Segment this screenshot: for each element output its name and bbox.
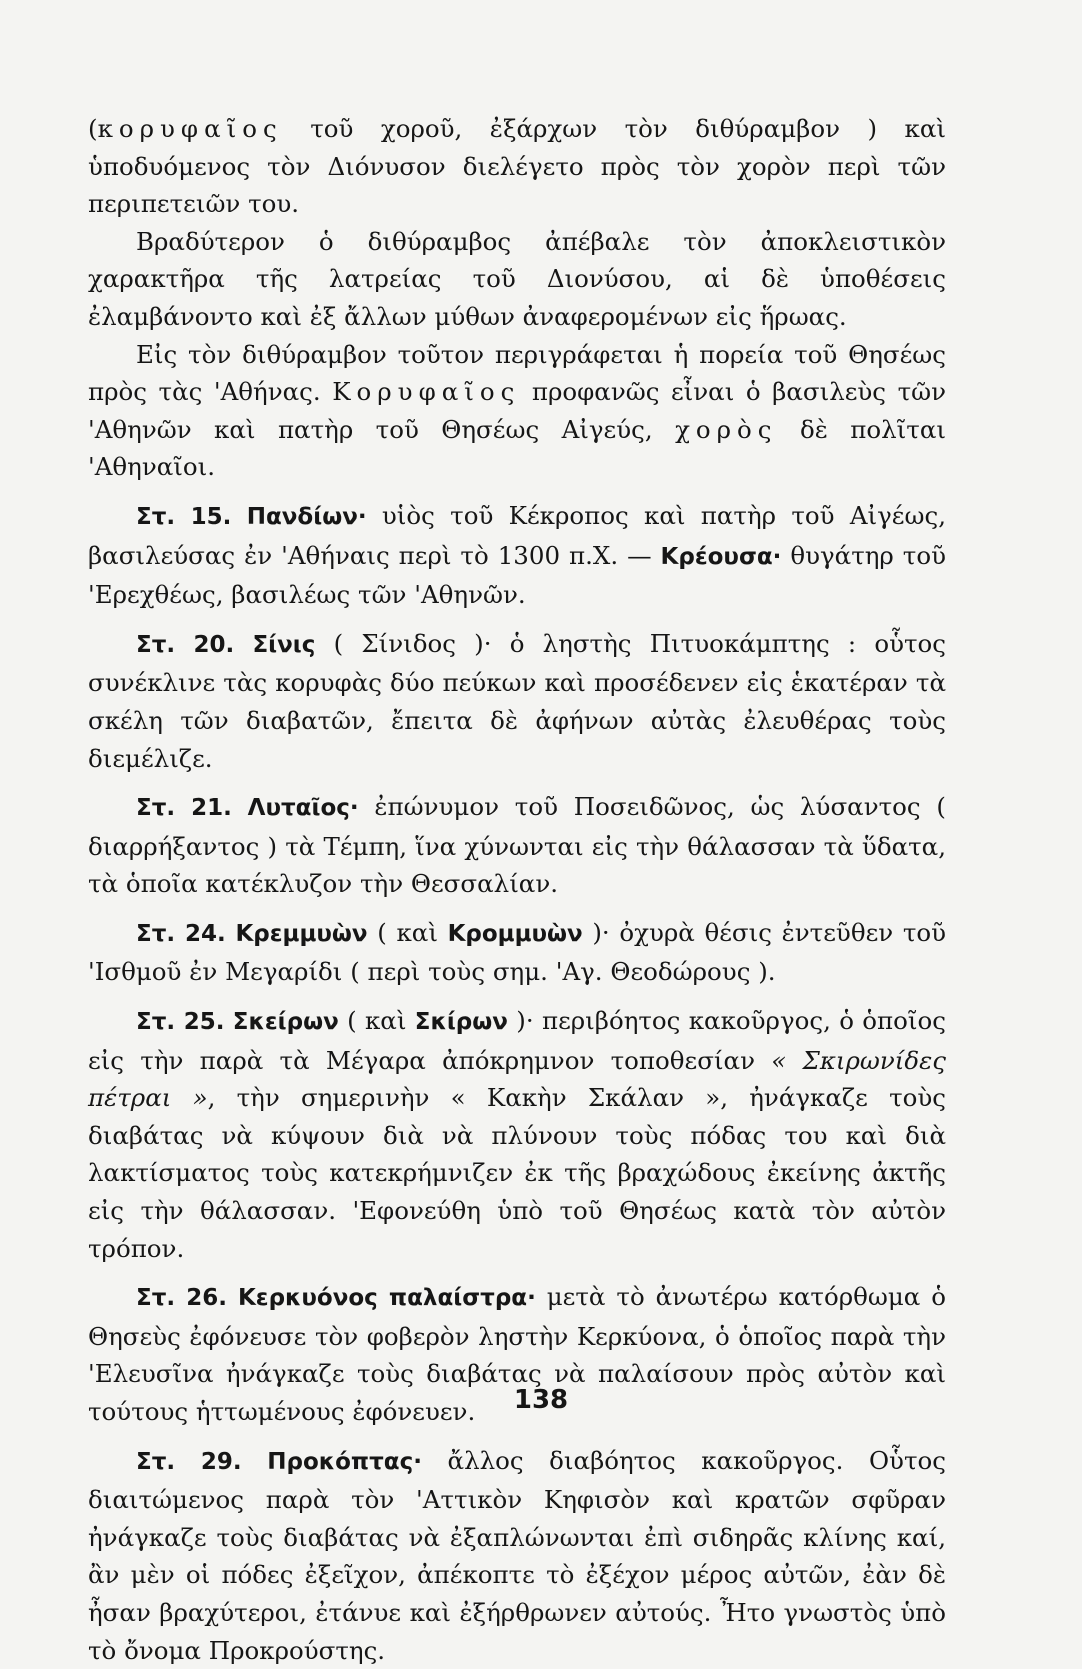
note-entry [88,1442,946,1669]
verse-ref: Στ. 29. [136,1448,242,1475]
text-run: Εἰς τὸν διθύραμβον τοῦτον περιγράφεται ἡ πορεία τοῦ Θησέως πρὸς τὰς 'Αθήνας. [88,339,946,407]
verse-ref: Στ. 15. [136,503,232,530]
verse-ref: Στ. 26. [136,1285,228,1312]
note-term: Σκίρων [414,1009,508,1036]
note-text: , τὴν σημερινὴν « Κακὴν Σκάλαν », ἠνάγκαζε τοὺς διαβάτας νὰ κύψουν διὰ νὰ πλύνουν τοὺς πόδας του καὶ διὰ λακτίσματος τοὺς κατεκρήμνιζεν ἐκ τῆς βραχώδους ἐκείνης ἀκτῆς εἰς τὴν θάλασσαν. 'Εφονεύθη ὑπὸ τοῦ Θησέως κατὰ τὸν αὐτὸν τρόπον. [88,1083,946,1263]
note-entry [88,914,946,991]
note-text: )· ὀχυρὰ θέσις ἐντεῦθεν τοῦ 'Ισθμοῦ ἐν Μεγαρίδι ( περὶ τοὺς σημ. 'Αγ. Θεοδώρους ). [88,917,947,987]
note-text: ἄλλος διαβόητος κακοῦργος. Οὗτος διαιτώμενος παρὰ τὸν 'Αττικὸν Κηφισὸν καὶ κρατῶν σφῦραν ἠνάγκαζε τοὺς διαβάτας νὰ ἐξαπλώνωνται ἐπὶ σιδηρᾶς κλίνης καί, ἂν μὲν οἱ πόδες ἐξεῖχον, ἀπέκοπτε τὸ ἐξέχον μέρος αὐτῶν, ἐὰν δὲ ἦσαν βραχύτεροι, ἐτάνυε καὶ ἐξήρθρωνεν αὐτούς. Ἦτο γνωστὸς ὑπὸ τὸ ὄνομα Προκρούστης. [88,1445,946,1665]
text-run: προφανῶς εἶναι ὁ βασιλεὺς τῶν 'Αθηνῶν καὶ πατὴρ τοῦ Θησέως Αἰγεύς, [88,377,946,444]
note-term: Σίνις [252,631,316,658]
intro-paragraph-3 [88,336,946,486]
spaced-term: Κορυφαῖος [332,377,521,407]
text-run: δὲ πολῖται 'Αθηναῖοι. [88,414,946,482]
note-text: ( καὶ [367,917,448,947]
note-text: ἐπώνυμον τοῦ Ποσειδῶνος, ὡς λύσαντος ( διαρρήξαντος ) τὰ Τέμπη, ἵνα χύνωνται εἰς τὴν θάλασσαν τὰ ὕδατα, τὰ ὁποῖα κατέκλυζον τὴν Θεσσαλίαν. [88,792,946,899]
note-entry [88,788,946,903]
note-entry [88,1002,946,1267]
verse-ref: Στ. 21. [136,795,232,822]
note-term: Κερκυόνος παλαίστρα· [237,1285,536,1312]
text-run: ( [88,114,98,143]
note-text: ( Σίνιδος )· ὁ ληστὴς Πιτυοκάμπτης : οὗτος συνέκλινε τὰς κορυφὰς δύο πεύκων καὶ προσέδενεν εἰς ἑκατέραν τὰ σκέλη τῶν διαβατῶν, ἔπειτα δὲ ἀφήνων αὐτὰς ἐλευθέρας τοὺς διεμέλιζε. [88,628,946,773]
verse-ref: Στ. 24. [136,920,226,947]
note-text: ( καὶ [338,1006,415,1036]
note-text: μετὰ τὸ ἀνωτέρω κατόρθωμα ὁ Θησεὺς ἐφόνευσε τὸν φοβερὸν ληστὴν Κερκύονα, ὁ ὁποῖος παρὰ τὴν 'Ελευσῖνα ἠνάγκαζε τοὺς διαβάτας νὰ παλαίσουν πρὸς αὐτὸν καὶ τούτους ἡττωμένους ἐφόνευεν. [88,1282,946,1426]
note-term: Κρεμμυὼν [235,920,368,947]
note-text: θυγάτηρ τοῦ 'Ερεχθέως, βασιλέως τῶν 'Αθηνῶν. [88,540,946,610]
note-entry [88,497,946,614]
note-text: )· περιβόητος κακοῦργος, ὁ ὁποῖος εἰς τὴν παρὰ τὰ Μέγαρα ἀπόκρημνον τοποθεσίαν [88,1006,946,1075]
note-term: Πανδίων· [246,503,367,530]
intro-paragraph-1 [88,110,946,223]
page-number: 138 [513,1385,569,1415]
note-term: Κρομμυὼν [447,920,583,947]
note-term: Προκόπτας· [267,1448,422,1475]
note-entry [88,625,946,777]
verse-ref: Στ. 20. [136,631,235,658]
intro-paragraph-2: Βραδύτερον ὁ διθύραμβος ἀπέβαλε τὸν ἀποκλειστικὸν χαρακτῆρα τῆς λατρείας τοῦ Διονύσου, αἱ δὲ ὑποθέσεις ἐλαμβάνοντο καὶ ἐξ ἄλλων μύθων ἀναφερομένων εἰς ἥρωας. [88,226,946,331]
note-term: Σκείρων [232,1009,339,1036]
verse-ref: Στ. 25. [136,1009,225,1036]
text-run: τοῦ χοροῦ, ἐξάρχων τὸν διθύραμβον ) καὶ ὑποδυόμενος τὸν Διόνυσον διελέγετο πρὸς τὸν χορὸν περὶ τῶν περιπετειῶν του. [88,114,946,219]
note-text: υἱὸς τοῦ Κέκροπος καὶ πατὴρ τοῦ Αἰγέως, βασιλεύσας ἐν 'Αθήναις περὶ τὸ 1300 π.Χ. — [88,500,946,570]
note-term: Κρέουσα· [660,543,782,570]
note-term: Λυταῖος· [247,795,359,822]
italic-quote: « Σκιρωνίδες πέτραι » [88,1045,947,1113]
spaced-term: κορυφαῖος [97,114,283,143]
spaced-term: χορὸς [675,414,778,444]
page-text [88,110,946,1669]
